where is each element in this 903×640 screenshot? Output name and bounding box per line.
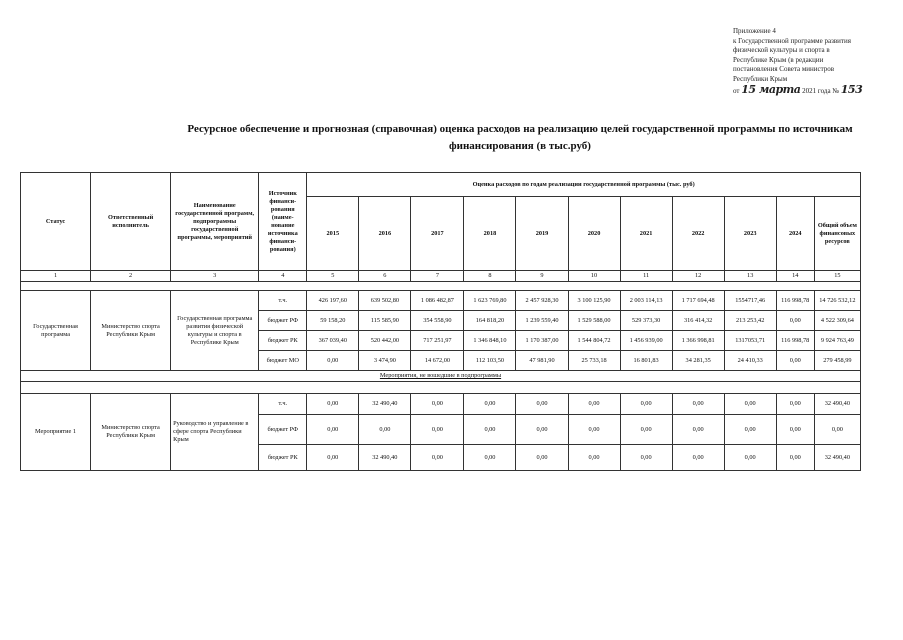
value-cell: 14 726 532,12	[814, 291, 860, 311]
value-cell: 1 086 482,87	[411, 291, 464, 311]
value-cell: 0,00	[776, 445, 814, 471]
measure-name: Руководство и управление в сфере спорта Республики Крым	[171, 394, 259, 471]
column-number: 10	[568, 271, 620, 282]
measure-executor: Министерство спорта Республики Крым	[91, 394, 171, 471]
header-year: 2023	[724, 197, 776, 271]
value-cell: 0,00	[516, 415, 568, 445]
number-label: №	[832, 86, 840, 95]
header-source: Источник финанси-рования (наиме-нование источника финанси-рования)	[259, 173, 307, 271]
value-cell: 0,00	[464, 445, 516, 471]
value-cell: 1 346 848,10	[464, 331, 516, 351]
header-name: Наименование государственной программ, подпрограммы государственной программы, мероприятий	[171, 173, 259, 271]
column-number: 11	[620, 271, 672, 282]
separator-label: Мероприятия, не вошедшие в подпрограммы	[379, 372, 502, 379]
date-year: 2021 года	[802, 86, 831, 95]
value-cell: 1 170 387,00	[516, 331, 568, 351]
spacer-row	[21, 382, 861, 394]
value-cell: 0,00	[620, 394, 672, 415]
value-cell: 0,00	[464, 415, 516, 445]
value-cell: 367 039,40	[307, 331, 359, 351]
value-cell: 639 502,80	[359, 291, 411, 311]
value-cell: 354 558,90	[411, 311, 464, 331]
value-cell: 34 281,35	[672, 351, 724, 371]
header-year: 2020	[568, 197, 620, 271]
column-number: 2	[91, 271, 171, 282]
funding-source: бюджет МО	[259, 351, 307, 371]
header-year: 2021	[620, 197, 672, 271]
value-cell: 0,00	[776, 351, 814, 371]
value-cell: 3 100 125,90	[568, 291, 620, 311]
annex-date-line	[733, 82, 883, 97]
value-cell: 1 456 939,00	[620, 331, 672, 351]
column-number: 6	[359, 271, 411, 282]
value-cell: 279 458,99	[814, 351, 860, 371]
funding-source: бюджет РФ	[259, 415, 307, 445]
header-year: 2022	[672, 197, 724, 271]
value-cell: 59 158,20	[307, 311, 359, 331]
column-number: 14	[776, 271, 814, 282]
measure-row	[21, 394, 861, 415]
value-cell: 3 474,90	[359, 351, 411, 371]
value-cell: 116 998,78	[776, 331, 814, 351]
value-cell: 0,00	[724, 445, 776, 471]
value-cell: 16 801,83	[620, 351, 672, 371]
column-number: 7	[411, 271, 464, 282]
value-cell: 0,00	[411, 394, 464, 415]
column-number: 1	[21, 271, 91, 282]
funding-source: бюджет РК	[259, 331, 307, 351]
header-year: 2017	[411, 197, 464, 271]
value-cell: 0,00	[620, 415, 672, 445]
value-cell: 2 457 928,30	[516, 291, 568, 311]
value-cell: 116 998,78	[776, 291, 814, 311]
annex-line: Республики Крым	[733, 74, 788, 83]
value-cell: 0,00	[672, 415, 724, 445]
handwritten-date: 15 марта	[741, 82, 801, 96]
value-cell: 32 490,40	[359, 445, 411, 471]
date-prefix: от	[733, 86, 740, 95]
value-cell: 1 239 559,40	[516, 311, 568, 331]
value-cell: 1317053,71	[724, 331, 776, 351]
column-number: 9	[516, 271, 568, 282]
header-estimate-group: Оценка расходов по годам реализации государственной программы (тыс. руб)	[307, 173, 861, 197]
funding-source: бюджет РК	[259, 445, 307, 471]
value-cell: 0,00	[411, 445, 464, 471]
value-cell: 529 373,30	[620, 311, 672, 331]
funding-source: т.ч.	[259, 394, 307, 415]
separator-row	[21, 371, 861, 382]
program-status: Государственная программа	[21, 291, 91, 371]
header-year: 2019	[516, 197, 568, 271]
value-cell: 0,00	[620, 445, 672, 471]
column-number: 13	[724, 271, 776, 282]
header-executor: Ответственный исполнитель	[91, 173, 171, 271]
value-cell: 32 490,40	[814, 445, 860, 471]
annex-line: Приложение 4	[733, 27, 776, 35]
column-number: 3	[171, 271, 259, 282]
value-cell: 1 717 694,48	[672, 291, 724, 311]
value-cell: 0,00	[724, 415, 776, 445]
value-cell: 0,00	[307, 394, 359, 415]
header-year: 2024	[776, 197, 814, 271]
header-status: Статус	[21, 173, 91, 271]
value-cell: 0,00	[776, 415, 814, 445]
funding-source: т.ч.	[259, 291, 307, 311]
value-cell: 47 981,90	[516, 351, 568, 371]
value-cell: 32 490,40	[814, 394, 860, 415]
value-cell: 32 490,40	[359, 394, 411, 415]
value-cell: 112 103,50	[464, 351, 516, 371]
spacer-row	[21, 282, 861, 291]
value-cell: 0,00	[568, 394, 620, 415]
value-cell: 0,00	[776, 311, 814, 331]
value-cell: 0,00	[568, 445, 620, 471]
value-cell: 1554717,46	[724, 291, 776, 311]
column-number: 15	[814, 271, 860, 282]
program-executor: Министерство спорта Республики Крым	[91, 291, 171, 371]
value-cell: 1 623 769,80	[464, 291, 516, 311]
value-cell: 0,00	[307, 351, 359, 371]
value-cell: 1 366 998,81	[672, 331, 724, 351]
column-number: 12	[672, 271, 724, 282]
program-name: Государственная программа развития физической культуры и спорта в Республике Крым	[171, 291, 259, 371]
column-number: 4	[259, 271, 307, 282]
value-cell: 0,00	[672, 394, 724, 415]
annex-line: физической культуры и спорта в	[733, 46, 830, 55]
value-cell: 0,00	[411, 415, 464, 445]
funding-source: бюджет РФ	[259, 311, 307, 331]
value-cell: 426 197,60	[307, 291, 359, 311]
value-cell: 2 003 114,13	[620, 291, 672, 311]
value-cell: 0,00	[776, 394, 814, 415]
header-row-group	[21, 173, 861, 197]
program-row	[21, 291, 861, 311]
value-cell: 1 529 588,00	[568, 311, 620, 331]
value-cell: 520 442,00	[359, 331, 411, 351]
value-cell: 0,00	[516, 394, 568, 415]
value-cell: 0,00	[516, 445, 568, 471]
value-cell: 24 410,33	[724, 351, 776, 371]
value-cell: 0,00	[307, 415, 359, 445]
column-numbers-row	[21, 271, 861, 282]
value-cell: 0,00	[672, 445, 724, 471]
annex-line: к Государственной программе развития	[733, 36, 851, 45]
value-cell: 4 522 309,64	[814, 311, 860, 331]
value-cell: 25 733,18	[568, 351, 620, 371]
value-cell: 14 672,00	[411, 351, 464, 371]
value-cell: 213 253,42	[724, 311, 776, 331]
header-total: Общий объем финансовых ресурсов	[814, 197, 860, 271]
value-cell: 717 251,97	[411, 331, 464, 351]
column-number: 8	[464, 271, 516, 282]
value-cell: 115 585,90	[359, 311, 411, 331]
value-cell: 0,00	[724, 394, 776, 415]
header-year: 2018	[464, 197, 516, 271]
column-number: 5	[307, 271, 359, 282]
header-year: 2015	[307, 197, 359, 271]
value-cell: 164 818,20	[464, 311, 516, 331]
value-cell: 1 544 804,72	[568, 331, 620, 351]
annex-line: Республике Крым (в редакции	[733, 55, 824, 64]
value-cell: 0,00	[359, 415, 411, 445]
handwritten-number: 153	[840, 82, 863, 96]
header-year: 2016	[359, 197, 411, 271]
annex-note	[733, 27, 883, 96]
value-cell: 9 924 763,49	[814, 331, 860, 351]
separator-cell	[21, 371, 861, 382]
measure-status: Мероприятие 1	[21, 394, 91, 471]
value-cell: 316 414,32	[672, 311, 724, 331]
document-title: Ресурсное обеспечение и прогнозная (справочная) оценка расходов на реализацию целей государственной программы по источникам финансирования (в тыс.руб)	[187, 123, 853, 152]
value-cell: 0,00	[568, 415, 620, 445]
annex-line: постановления Совета министров	[733, 65, 835, 74]
value-cell: 0,00	[464, 394, 516, 415]
resource-table	[20, 172, 861, 471]
value-cell: 0,00	[814, 415, 860, 445]
value-cell: 0,00	[307, 445, 359, 471]
